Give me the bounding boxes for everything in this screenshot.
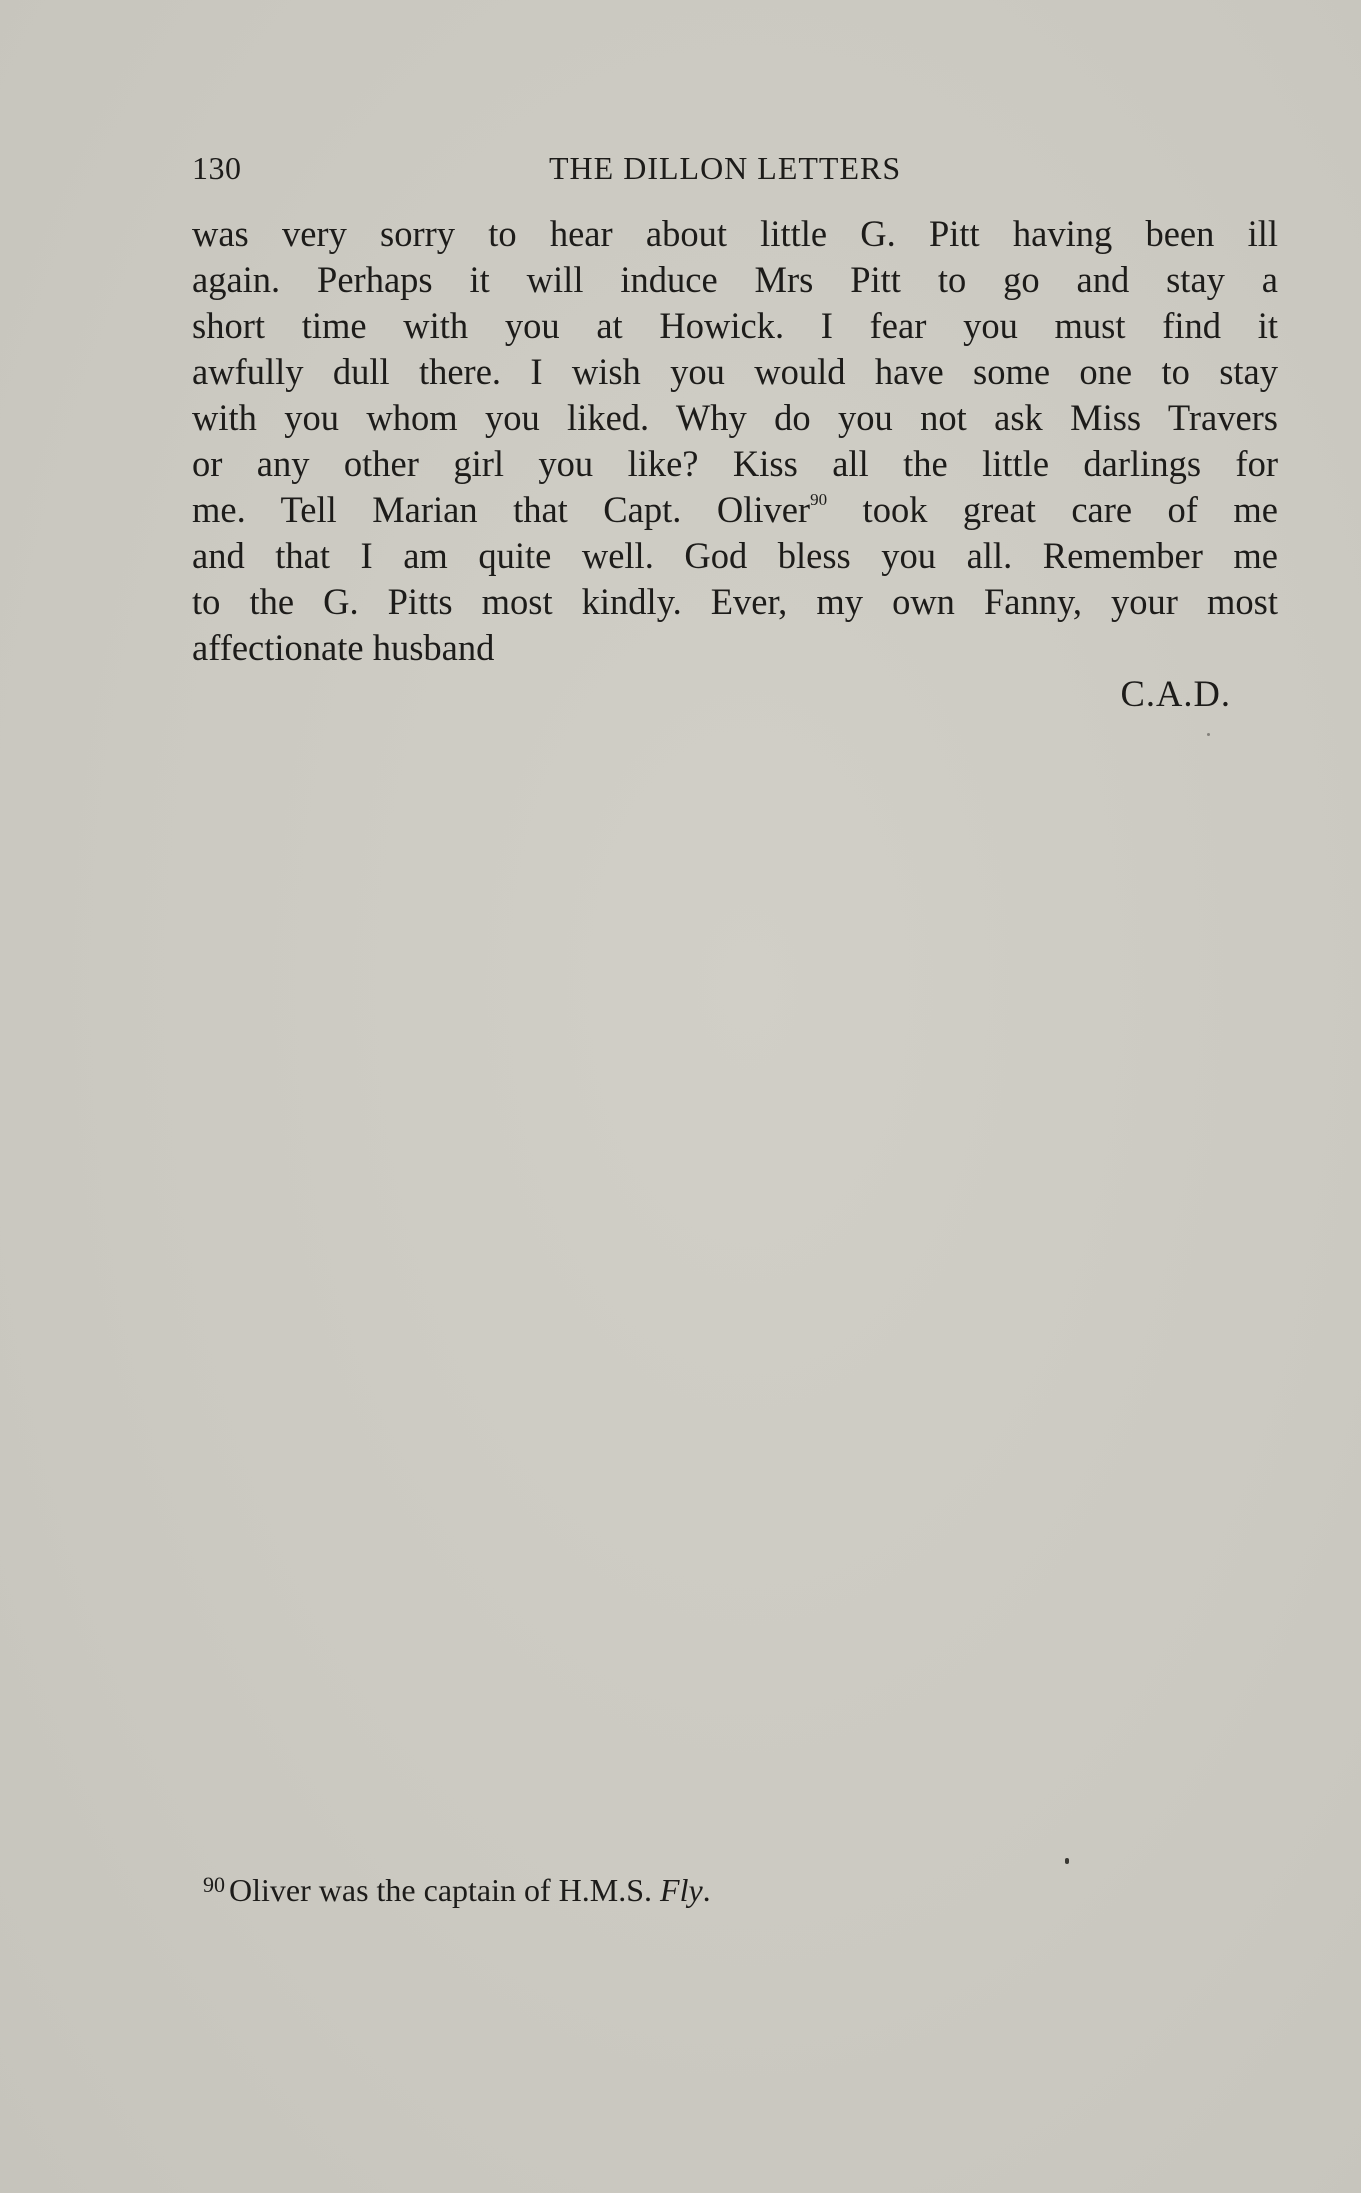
text-line: to the G. Pitts most kindly. Ever, my own Fanny, your most	[192, 581, 1278, 622]
text-segment: me. Tell Marian that Capt. Oliver	[192, 489, 811, 530]
running-head	[192, 150, 1278, 190]
page-number: 130	[192, 150, 242, 186]
footnote-reference[interactable]: 90	[810, 490, 828, 509]
text-line: again. Perhaps it will induce Mrs Pitt to go and stay a	[192, 259, 1278, 300]
text-line: affectionate husband	[192, 627, 495, 668]
footnote	[203, 1872, 711, 1909]
text-segment: took great care of me	[862, 489, 1279, 530]
text-line: or any other girl you like? Kiss all the little darlings for	[192, 443, 1278, 484]
text-line: short time with you at Howick. I fear you must find it	[192, 305, 1278, 346]
ink-speck	[1207, 733, 1210, 736]
text-line: and that I am quite well. God bless you all. Remember me	[192, 535, 1278, 576]
letter-body	[192, 211, 1278, 671]
running-title: THE DILLON LETTERS	[549, 150, 902, 186]
ship-name: Fly	[660, 1872, 703, 1908]
text-line: was very sorry to hear about little G. Pitt having been ill	[192, 213, 1278, 254]
footnote-number: 90	[203, 1872, 225, 1897]
text-line: awfully dull there. I wish you would have some one to stay	[192, 351, 1278, 392]
text-line: with you whom you liked. Why do you not ask Miss Travers	[192, 397, 1278, 438]
footnote-text: Oliver was the captain of H.M.S.	[229, 1872, 661, 1908]
signature: C.A.D.	[1120, 673, 1231, 714]
text-line-with-footnote-ref	[192, 487, 1278, 533]
footnote-end: .	[702, 1872, 711, 1908]
ink-speck	[1065, 1858, 1069, 1864]
